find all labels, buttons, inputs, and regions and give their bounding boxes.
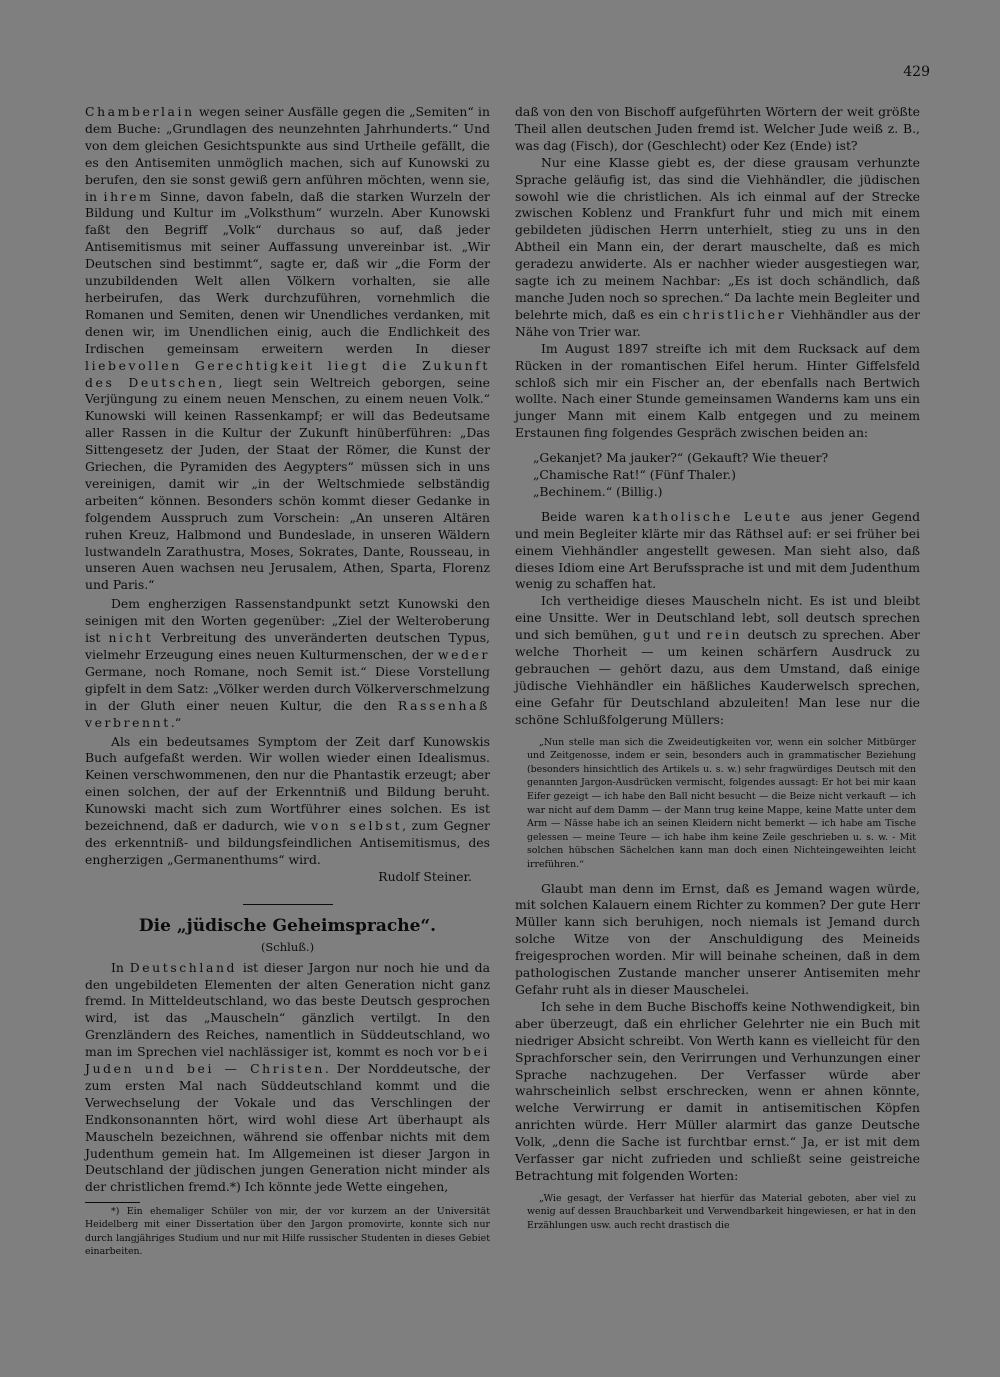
paragraph xyxy=(85,596,490,731)
spaced-text: katholische Leute xyxy=(632,508,793,524)
spaced-text: bei Juden und bei — Christen xyxy=(85,1044,490,1077)
paragraph xyxy=(85,960,490,1197)
dialogue xyxy=(533,450,920,501)
block-quote: „Wie gesagt, der Verfasser hat hierfür das Material geboten, aber viel zu wenig auf dessen Brauchbarkeit und Verwendbarkeit hingewiesen, er hat in den Erzählungen usw. auch recht drastisch die xyxy=(527,1192,916,1232)
spaced-text: gut xyxy=(642,627,672,643)
dialogue-line: „Gekanjet? Ma jauker?“ (Gekauft? Wie theuer? xyxy=(533,450,829,466)
paragraph xyxy=(515,155,920,341)
text: wegen seiner Ausfälle gegen die „Semiten“ in dem Buche: „Grundlagen des neunzehnten Jahrhunderts.“ Und von dem gleichen Gesichtspunkte aus sind Urtheile gefällt, die es den Antisemiten unmöglich machen, sich auf Kunowski zu berufen, den sie sonst gewiß gern anführen möchten, wenn sie, in xyxy=(85,104,490,204)
text: . Der Norddeutsche, der zum ersten Mal nach Süddeutschland kommt und die Verwechselung der Vokale und das Verschlingen der Endkonsonannten hört, wird wohl diese Art überhaupt als Mauscheln bezeichnen, während sie offenbar nichts mit dem Judenthum gemein hat. Im Allgemeinen ist dieser Jargon in Deutschland der jüdischen jungen Generation nicht minder als der christlichen fremd.*) Ich könnte jede Wette eingehen, xyxy=(85,1061,491,1195)
spaced-text: ihrem xyxy=(103,188,154,204)
footnote: *) Ein ehemaliger Schüler von mir, der vor kurzem an der Universität Heidelberg mit einer Dissertation über den Jargon promovirte, konnte sich nur durch langjähriges Studium und nur mit Hilfe russischer Studenten in dieses Gebiet einarbeiten. xyxy=(85,1206,490,1257)
spaced-text: liebevollen Gerechtigkeit liegt die Zukunft des Deutschen xyxy=(85,357,490,390)
text: Beide waren xyxy=(541,508,633,524)
block-quote: „Nun stelle man sich die Zweideutigkeiten vor, wenn ein solcher Mitbürger und Zeitgenosse, indem er sein, besonders auch in grammatischer Beziehung (besonders hinsichtlich des Artikels u. s. w.) sehr fragwürdiges Deutsch mit den genannten Jargon-Ausdrücken vermischt, folgendes aussagt: Er hot bei mir kaan Eifer gezeigt — ich habe den Ball nicht besucht — die Beize nicht verkauft — ich war nicht auf dem Damm — der Mann trug keine Mappe, keine Matte unter dem Arm — Nässe habe ich an seinen Kleidern nicht bemerkt — ich habe am Tische gelessen — meine Teure — ich habe ihm keine Zeile geschrieben u. s. w. - Mit solchen hübschen Sächelchen kann man doch einen Nichteingeweihten leicht irreführen.“ xyxy=(527,736,916,870)
paragraph: Ich sehe in dem Buche Bischoffs keine Nothwendigkeit, bin aber überzeugt, daß ein ehrlicher Gelehrter nie ein Buch mit niedriger Absicht schreibt. Von Werth kann es vielleicht für den Sprachforscher sein, den Verirrungen und Verhunzungen einer Sprache nachzugehen. Der Verfasser würde aber wahrscheinlich selbst erschrecken, wenn er ahnen könnte, welche Verwirrung er damit in antisemitischen Köpfen anrichten würde. Herr Müller alarmirt das ganze Deutsche Volk, „denn die Sache ist furchtbar ernst.“ Ja, er ist mit dem Verfasser gar nicht zufrieden und schließt seine geistreiche Betrachtung mit folgenden Worten: xyxy=(515,998,920,1183)
paragraph xyxy=(85,104,490,594)
spaced-text: von selbst xyxy=(311,818,403,834)
spaced-text: nicht xyxy=(108,630,154,646)
text: aus jener Gegend und mein Begleiter klärte mir das Räthsel auf: er sei früher bei einem Viehhändler angestellt gewesen. Man sieht also, daß dieses Idiom eine Art Berufssprache ist und mit dem Judenthum wenig zu schaffen hat. xyxy=(515,508,921,592)
spaced-text: weder xyxy=(437,647,490,662)
text: deutsch zu sprechen. Aber welche Thorheit — um keinen schärfern Ausdruck zu gebrauchen — gehört dazu, aus dem Umstand, daß einige jüdische Viehhändler ein häßliches Kauderwelsch sprechen, eine Gefahr für Deutschland abzuleiten! Man lese nur die schöne Schlußfolgerung Müllers: xyxy=(515,627,920,727)
text: Als ein bedeutsames Symptom der Zeit darf Kunowskis Buch aufgefaßt werden. Wir wollen wieder einen Idealismus. Keinen verschwommenen, den nur die Phantastik erzeugt; aber einen solchen, der auf der Erkenntniß und Bildung beruht. Kunowski macht sich zum Wortführer eines solchen. Es ist bezeichnend, daß er dadurch, wie xyxy=(85,733,490,834)
text: In xyxy=(111,959,130,975)
left-column xyxy=(85,104,490,1258)
text: ist dieser Jargon nur noch hie und da den ungebildeten Elementen der alten Generation nicht ganz fremd. In Mitteldeutschland, wo das beste Deutsch gesprochen wird, ist das „Mauscheln“ gänzlich vertilgt. In den Grenzländern des Reiches, namentlich in Süddeutschland, wo man im Sprechen viel nachlässiger ist, kommt es noch vor xyxy=(85,959,490,1060)
spaced-text: christlicher xyxy=(682,306,787,322)
signature: Rudolf Steiner. xyxy=(378,868,472,884)
page-number: 429 xyxy=(903,64,930,80)
text: Ich vertheidige dieses Mauscheln nicht. Es ist und bleibt eine Unsitte. Wer in Deutschland lebt, soll deutsch sprechen und sich bemühen, xyxy=(515,593,920,643)
text: , liegt sein Weltreich geborgen, seine Verjüngung zu einem neuen Menschen, zu einem neuen Volk.“ Kunowski will keinen Rassenkampf; er will das Bedeutsame aller Rassen in die Kultur der Zukunft hinüberführen: „Das Sittengesetz der Juden, der Staat der Römer, die Kunst der Griechen, die Pyramiden des Aegypters“ müssen sich in uns vereinigen, damit wir „in der Weltschmiede selbständig arbeiten“ können. Besonders schön kommt dieser Gedanke in folgendem Ausspruch zum Vorschein: „An unseren Altären ruhen Kreuz, Halbmond und Bundeslade, in unseren Wäldern lustwandeln Zarathustra, Moses, Sokrates, Dante, Rousseau, in unseren Auen wachsen neu Jerusalem, Athen, Sparta, Florenz und Paris.“ xyxy=(85,374,490,593)
paragraph xyxy=(85,734,490,869)
text: Viehhändler aus der Nähe von Trier war. xyxy=(515,306,920,339)
text: Verbreitung des unveränderten deutschen Typus, vielmehr Erzeugung eines neuen Kulturmenschen, der xyxy=(85,630,490,662)
text: und xyxy=(671,627,707,643)
paragraph: daß von den von Bischoff aufgeführten Wörtern der weit größte Theil allen deutschen Juden fremd ist. Welcher Jude weiß z. B., was dag (Fisch), dor (Geschlecht) oder Kez (Ende) ist? xyxy=(515,104,920,153)
spaced-text: rein xyxy=(706,627,743,643)
text: Dem engherzigen Rassenstandpunkt setzt Kunowski den seinigen mit den Worten gegenüber: „Ziel der Welteroberung ist xyxy=(85,596,490,646)
paragraph xyxy=(515,593,920,728)
text: Sinne, davon fabeln, daß die starken Wurzeln der Bildung und Kultur im „Volksthum“ wurzeln. Aber Kunowski faßt den Begriff „Volk“ durchaus so auf, daß jeder Antisemitismus mit seiner Auffassung unvereinbar ist. „Wir Deutschen sind bestimmt“, sagte er, daß wir „die Form der unzubildenden Welt allen Völkern vorhalten, sie alle herbeirufen, das Werk durchzuführen, vornehmlich die Romanen und Semiten, denen wir Unendliches verdanken, mit denen wir, im Unendlichen einig, auch die Endlichkeit des Irdischen gemeinsam erweitern werden In dieser xyxy=(85,188,490,356)
article-subtitle: (Schluß.) xyxy=(260,939,315,954)
article-title: Die „jüdische Geheimsprache“. xyxy=(138,915,437,936)
spaced-text: Chamberlain xyxy=(85,104,195,119)
text: Germane, noch Romane, noch Semit ist.“ Diese Vorstellung gipfelt in dem Satz: „Völker werden durch Völkerverschmelzung in der Gluth einer neuen Kultur, die den xyxy=(85,663,490,713)
dialogue-line: „Chamische Rat!“ (Fünf Thaler.) xyxy=(533,467,736,483)
dialogue-line: „Bechinem.“ (Billig.) xyxy=(533,483,663,499)
spaced-text: Rassenhaß verbrennt xyxy=(85,697,490,730)
paragraph: Glaubt man denn im Ernst, daß es Jemand wagen würde, mit solchen Kalauern einem Richter zu kommen? Der gute Herr Müller kann sich beruhigen, noch niemals ist Jemand durch solche Witze von der Anschuldigung des Meineids freigesprochen worden. Mir will beinahe scheinen, daß in dem pathologischen Zustande mancher unserer Antisemiten mehr Gefahr ruht als in dieser Mauschelei. xyxy=(515,880,920,997)
right-column xyxy=(515,104,920,1242)
section-divider xyxy=(243,904,333,905)
footnote-divider xyxy=(85,1202,140,1203)
text: .“ xyxy=(170,714,182,730)
paragraph: Im August 1897 streifte ich mit dem Rucksack auf dem Rücken in der romantischen Eifel herum. Hinter Giffelsfeld schloß sich mir ein Fischer an, der ebenfalls nach Bertwich wollte. Nach einer Stunde gemeinsamen Wanderns kam uns ein junger Mann mit einem Kalb entgegen und zu meinem Erstaunen fing folgendes Gespräch zwischen beiden an: xyxy=(515,340,920,441)
text: Nur eine Klasse giebt es, der diese grausam verhunzte Sprache geläufig ist, das sind die Viehhändler, die jüdischen sowohl wie die christlichen. Als ich einmal auf der Strecke zwischen Koblenz und Frankfurt fuhr und mich mit einem gebildeten jüdischen Herrn unterhielt, stieg zu uns in den Abtheil ein Mann ein, der derart mauschelte, daß es mich geradezu anwiderte. Als er nachher wieder ausgestiegen war, sagte ich zu meinem Nachbar: „Es ist doch schändlich, daß manche Juden noch so sprechen.“ Da lachte mein Begleiter und belehrte mich, daß es ein xyxy=(515,154,920,322)
text: , zum Gegner des erkenntniß- und bildungsfeindlichen Antisemitismus, des engherzigen „Germanenthums“ wird. xyxy=(85,818,490,867)
paragraph xyxy=(515,509,920,594)
spaced-text: Deutschland xyxy=(129,959,238,975)
